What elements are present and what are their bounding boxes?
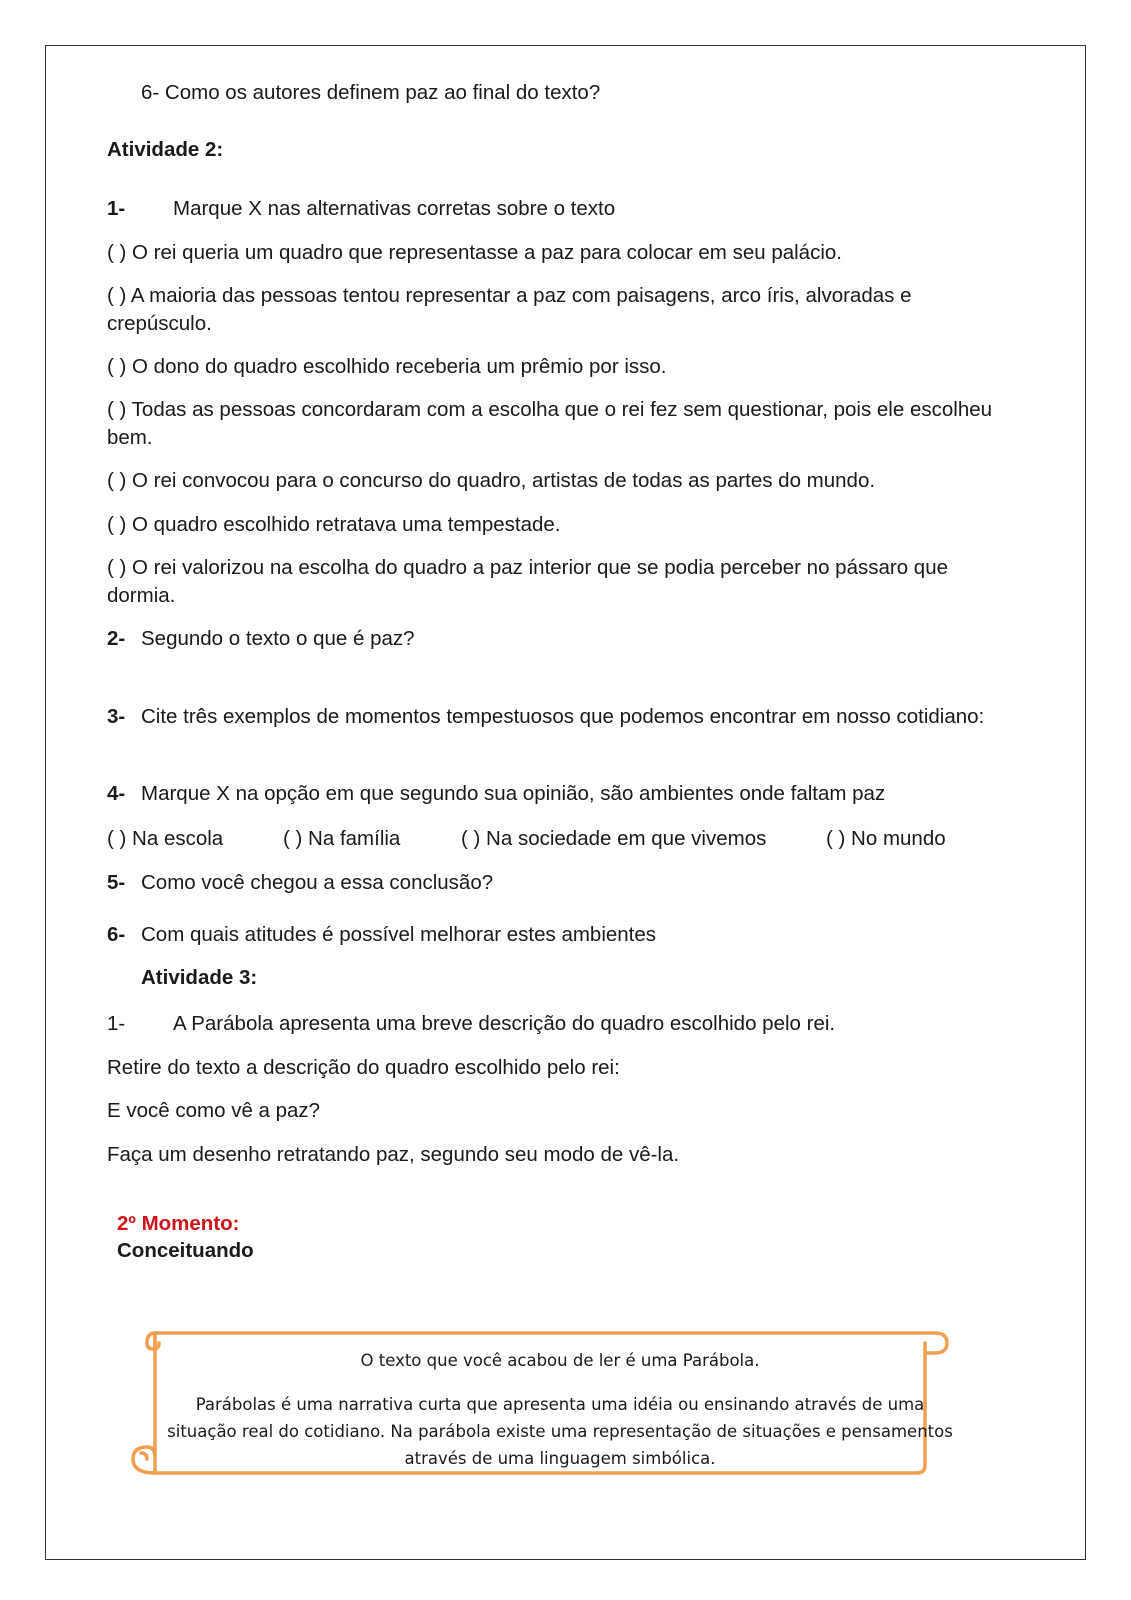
option-7: ( ) O rei valorizou na escolha do quadro a paz interior que se podia perceber no pássaro que dormia. [107,556,949,607]
option-5: ( ) O rei convocou para o concurso do quadro, artistas de todas as partes do mundo. [107,469,876,492]
momento-title: 2º Momento: [117,1212,240,1235]
atividade-2-title: Atividade 2: [107,138,224,161]
a3-line-3: Faça um desenho retratando paz, segundo seu modo de vê-la. [107,1143,680,1166]
a2-q4-text: Marque X na opção em que segundo sua opinião, são ambientes onde faltam paz [141,782,886,805]
scroll-text-line-1: O texto que você acabou de ler é uma Parábola. [360,1351,760,1370]
scroll-text-line-2: Parábolas é uma narrativa curta que apresenta uma idéia ou ensinando através de uma situação real do cotidiano. Na parábola existe uma representação de situações e pensamentos através de uma linguagem simbólica. [167,1395,953,1468]
q4-option-mundo: ( ) No mundo [826,827,946,850]
question-6-text: 6- Como os autores definem paz ao final do texto? [141,81,601,104]
parable-scroll-box [125,1325,975,1515]
a2-q2-text: Segundo o texto o que é paz? [141,627,415,650]
a3-line-1: Retire do texto a descrição do quadro escolhido pelo rei: [107,1056,620,1079]
q4-option-familia: ( ) Na família [283,827,401,850]
q4-option-sociedade: ( ) Na sociedade em que vivemos [461,827,767,850]
a3-q1-number: 1- [107,1012,126,1035]
option-6: ( ) O quadro escolhido retratava uma tempestade. [107,513,561,536]
a2-q6-text: Com quais atitudes é possível melhorar estes ambientes [141,923,657,946]
a2-q2-number: 2- [107,627,126,650]
atividade-3-title: Atividade 3: [141,966,258,989]
option-2: ( ) A maioria das pessoas tentou representar a paz com paisagens, arco íris, alvoradas e crepúsculo. [107,284,912,335]
a3-line-2: E você como vê a paz? [107,1099,321,1122]
a2-q1-number: 1- [107,197,126,220]
option-1: ( ) O rei queria um quadro que representasse a paz para colocar em seu palácio. [107,241,842,264]
a2-q4-number: 4- [107,782,126,805]
a2-q3-text: Cite três exemplos de momentos tempestuosos que podemos encontrar em nosso cotidiano: [141,705,985,728]
a2-q3-number: 3- [107,705,126,728]
a2-q5-text: Como você chegou a essa conclusão? [141,871,494,894]
a3-q1-text: A Parábola apresenta uma breve descrição do quadro escolhido pelo rei. [173,1012,836,1035]
a2-q6-number: 6- [107,923,126,946]
a2-q1-text: Marque X nas alternativas corretas sobre o texto [173,197,616,220]
momento-subtitle: Conceituando [117,1239,254,1262]
option-3: ( ) O dono do quadro escolhido receberia um prêmio por isso. [107,355,667,378]
a2-q5-number: 5- [107,871,126,894]
option-4: ( ) Todas as pessoas concordaram com a escolha que o rei fez sem questionar, pois ele escolheu bem. [107,398,993,449]
q4-option-escola: ( ) Na escola [107,827,224,850]
